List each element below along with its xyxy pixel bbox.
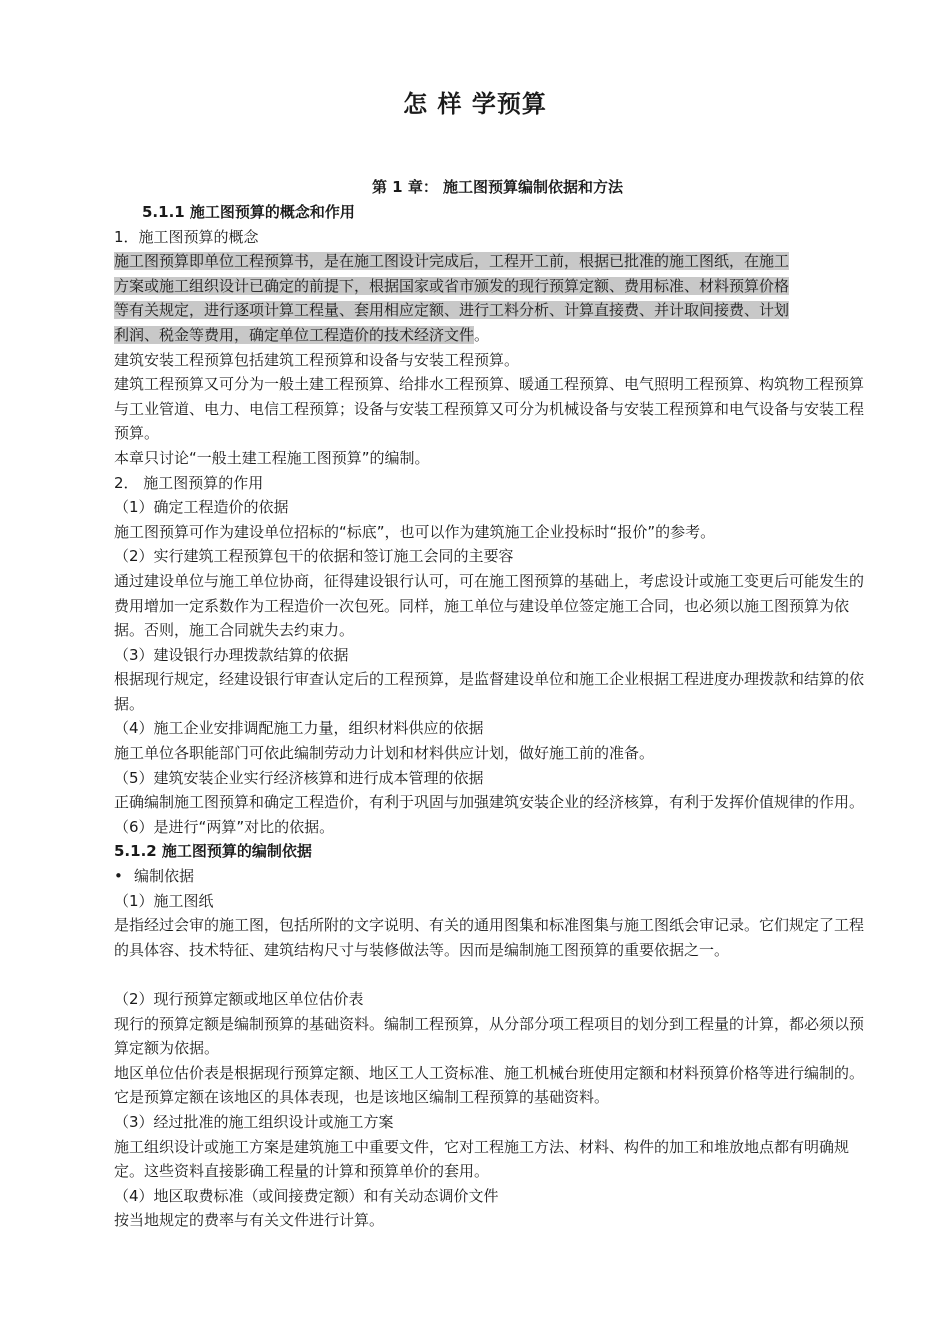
paragraph: 地区单位估价表是根据现行预算定额、地区工人工资标准、施工机械台班使用定额和材料预算价格等进行编制的。它是预算定额在该地区的具体表现，也是该地区编制工程预算的基础资料。 bbox=[114, 1063, 865, 1107]
list-item-heading: （1）确定工程造价的依据 bbox=[114, 498, 289, 517]
highlighted-paragraph bbox=[114, 249, 874, 347]
list-item-heading: （4）地区取费标准（或间接费定额）和有关动态调价文件 bbox=[114, 1186, 499, 1205]
paragraph: 通过建设单位与施工单位协商，征得建设银行认可，可在施工图预算的基础上，考虑设计或施工变更后可能发生的费用增加一定系数作为工程造价一次包死。同样，施工单位与建设单位签定施工合同，也必须以施工图预算为依据。否则，施工合同就失去约束力。 bbox=[114, 571, 865, 640]
paragraph: 正确编制施工图预算和确定工程造价，有利于巩固与加强建筑安装企业的经济核算，有利于发挥价值规律的作用。 bbox=[114, 793, 865, 812]
list-item-heading: （2）实行建筑工程预算包干的依据和签订施工会同的主要容 bbox=[114, 547, 514, 566]
list-item-heading: （3）建设银行办理拨款结算的依据 bbox=[114, 645, 349, 664]
bullet-icon: • bbox=[114, 867, 123, 886]
chapter-heading: 第 1 章： 施工图预算编制依据和方法 bbox=[371, 178, 624, 196]
list-item-heading: （4）施工企业安排调配施工力量，组织材料供应的依据 bbox=[114, 719, 484, 738]
document-body bbox=[114, 200, 874, 1233]
list-item-heading: （1）施工图纸 bbox=[114, 891, 214, 910]
bullet-label: 编制依据 bbox=[134, 867, 195, 886]
paragraph: 建筑安装工程预算包括建筑工程预算和设备与安装工程预算。 bbox=[114, 350, 520, 369]
paragraph: 本章只讨论“一般土建工程施工图预算”的编制。 bbox=[114, 448, 430, 467]
list-item-heading: （2）现行预算定额或地区单位估价表 bbox=[114, 990, 364, 1008]
list-item-heading: （3）经过批准的施工组织设计或施工方案 bbox=[114, 1112, 394, 1131]
paragraph: 根据现行规定，经建设银行审查认定后的工程预算，是监督建设单位和施工企业根据工程进度办理拨款和结算的依据。 bbox=[114, 670, 865, 713]
paragraph: 按当地规定的费率与有关文件进行计算。 bbox=[114, 1211, 385, 1230]
bullet-item bbox=[114, 864, 874, 889]
paragraph: 施工组织设计或施工方案是建筑施工中重要文件，它对工程施工方法、材料、构件的加工和堆放地点都有明确规定。这些资料直接影确工程量的计算和预算单价的套用。 bbox=[114, 1137, 850, 1181]
list-item-heading: （5）建筑安装企业实行经济核算和进行成本管理的依据 bbox=[114, 768, 484, 787]
subheading-function: 2． 施工图预算的作用 bbox=[114, 473, 264, 492]
paragraph: 施工图预算可作为建设单位招标的“标底”，也可以作为建筑施工企业投标时“报价”的参考。 bbox=[114, 522, 716, 541]
blank-line bbox=[114, 962, 874, 987]
paragraph: 现行的预算定额是编制预算的基础资料。编制工程预算，从分部分项工程项目的划分到工程量的计算，都必须以预算定额为依据。 bbox=[114, 1014, 865, 1058]
paragraph: 建筑工程预算又可分为一般土建工程预算、给排水工程预算、暖通工程预算、电气照明工程预算、构筑物工程预算与工业管道、电力、电信工程预算；设备与安装工程预算又可分为机械设备与安装工程预算和电气设备与安装工程预算。 bbox=[114, 375, 865, 443]
list-item-heading: （6）是进行“两算”对比的依据。 bbox=[114, 817, 335, 836]
highlighted-line: 等有关规定，进行逐项计算工程量、套用相应定额、进行工料分析、计算直接费、并计取间接费、计划 bbox=[114, 301, 790, 320]
paragraph: 是指经过会审的施工图，包括所附的文字说明、有关的通用图集和标准图集与施工图纸会审记录。它们规定了工程的具体容、技术特征、建筑结构尺寸与装修做法等。因而是编制施工图预算的重要依据之一。 bbox=[114, 916, 865, 959]
section-heading-5-1-1: 5.1.1 施工图预算的概念和作用 bbox=[142, 203, 355, 221]
paragraph: 施工单位各职能部门可依此编制劳动力计划和材料供应计划，做好施工前的准备。 bbox=[114, 744, 655, 763]
document-title: 怎 样 学预算 bbox=[403, 90, 547, 118]
highlighted-line: 方案或施工组织设计已确定的前提下，根据国家或省市颁发的现行预算定额、费用标准、材料预算价格 bbox=[114, 276, 790, 295]
highlighted-line: 利润、税金等费用，确定单位工程造价的技术经济文件 bbox=[114, 325, 475, 344]
period: 。 bbox=[474, 325, 490, 344]
highlighted-line: 施工图预算即单位工程预算书，是在施工图设计完成后，工程开工前，根据已批准的施工图纸，在施工 bbox=[114, 252, 790, 271]
subheading-concept: 1．施工图预算的概念 bbox=[114, 227, 259, 246]
section-heading-5-1-2: 5.1.2 施工图预算的编制依据 bbox=[114, 842, 312, 861]
